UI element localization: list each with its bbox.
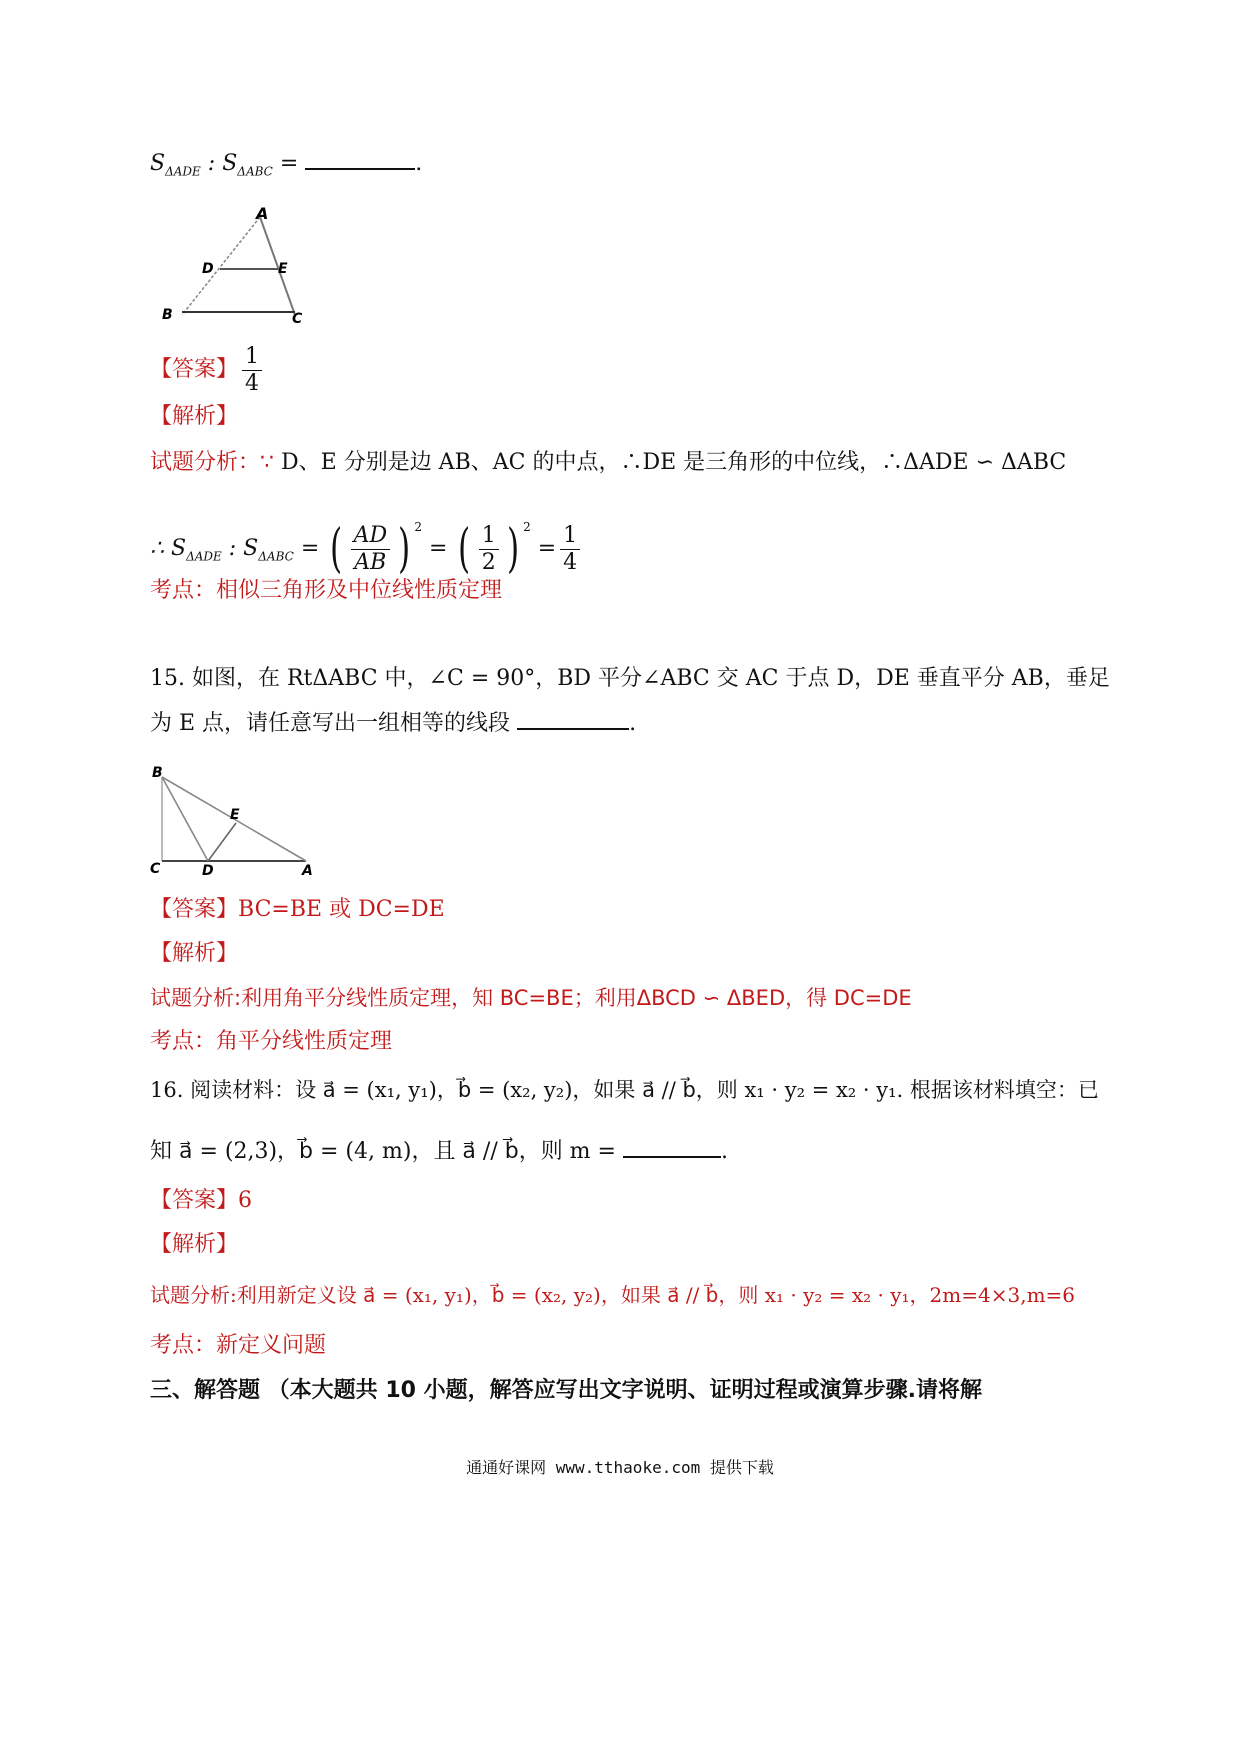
q14-right-paren-1: ) [398, 519, 411, 579]
q14-label-b: B [162, 307, 173, 323]
q15-analysis-text: 试题分析:利用角平分线性质定理，知 BC=BE；利用ΔBCD ∽ ΔBED，得 DC=DE [150, 986, 912, 1010]
q15-label-e: E [230, 807, 240, 823]
q14-power-1: 2 [414, 520, 423, 534]
q15-label-d: D [202, 863, 214, 879]
q16-analysis-text: 试题分析:利用新定义设 a⃗ = (x₁, y₁)，b⃗ = (x₂, y₂)，如果 a⃗ // b⃗，则 x₁ · y₂ = x₂ · y₁，2m=4×3,m=6 [150, 1283, 1076, 1307]
q15-label-c: C [150, 861, 161, 877]
q14-left-paren-1: ( [330, 519, 343, 579]
q15-period: . [629, 711, 637, 736]
q14-s-symbol: S [150, 151, 166, 176]
q15-question-line1: 15. 如图，在 RtΔABC 中，∠C = 90°，BD 平分∠ABC 交 AC 于点 D，DE 垂直平分 AB，垂足 [150, 666, 1110, 691]
q16-answer-text: 6 [238, 1188, 253, 1213]
q14-frac3-den: 4 [563, 549, 578, 575]
q14-analysis-tag: 【解析】 [150, 404, 239, 429]
q15-label-a: A [302, 863, 313, 879]
section3-heading: 三、解答题 （本大题共 10 小题，解答应写出文字说明、证明过程或演算步骤.请将解 [150, 1378, 982, 1403]
q14-equals: = [272, 151, 299, 176]
q14-frac3-num: 1 [560, 523, 580, 550]
q16-answer-line [150, 1186, 252, 1216]
q15-kaodian: 考点：角平分线性质定理 [150, 1029, 393, 1054]
q16-period: . [720, 1139, 728, 1164]
q15-question-line2-text: 为 E 点，请任意写出一组相等的线段 [150, 711, 511, 736]
q15-answer-blank[interactable] [517, 708, 629, 730]
page-footer: 通通好课网 www.tthaoke.com 提供下载 [466, 1458, 774, 1477]
q15-analysis-tag: 【解析】 [150, 941, 239, 966]
q14-analysis-prefix: 试题分析：∵ [150, 450, 281, 475]
q14-ratio-line [150, 148, 422, 186]
q14-label-d: D [202, 261, 214, 277]
q14-answer-blank[interactable] [305, 148, 415, 170]
q14-answer-tag: 【答案】 [150, 357, 239, 382]
q15-label-b: B [152, 765, 163, 781]
q15-triangle-figure [146, 765, 326, 880]
q14-eq-colon: : S [221, 536, 259, 561]
q16-question-line2 [150, 1136, 728, 1167]
q14-kaodian: 考点：相似三角形及中位线性质定理 [150, 578, 503, 603]
q14-period: . [415, 151, 423, 176]
q16-question-line2-text: 知 a⃗ = (2,3)，b⃗ = (4, m)，且 a⃗ // b⃗，则 m = [150, 1139, 616, 1164]
q14-frac1-num: AD [351, 523, 391, 550]
q14-sub-ade: ΔADE [165, 164, 201, 179]
q14-eq-sub-ade: ΔADE [186, 549, 222, 564]
q14-label-c: C [292, 311, 303, 327]
q16-answer-blank[interactable] [623, 1136, 721, 1158]
q14-eq-equals: = [293, 536, 320, 561]
q14-triangle-figure [160, 205, 320, 330]
q14-left-paren-2: ( [458, 519, 471, 579]
q14-label-a: A [256, 205, 269, 223]
q14-power-2: 2 [523, 520, 531, 534]
q14-eq-sub-abc: ΔABC [258, 549, 294, 564]
q14-right-paren-2: ) [506, 519, 520, 579]
q14-frac-1-4 [560, 523, 580, 576]
q15-answer-line [150, 895, 445, 925]
q14-sub-abc: ΔABC [237, 164, 273, 179]
q14-answer-fraction [242, 344, 262, 397]
q14-answer-denominator: 4 [245, 370, 260, 396]
q14-eq-sign-1: = [429, 536, 448, 561]
q15-segment-de [208, 823, 236, 861]
q14-answer-line [150, 342, 266, 398]
q16-question-line1: 16. 阅读材料：设 a⃗ = (x₁, y₁)，b⃗ = (x₂, y₂)，如果 a⃗ // b⃗，则 x₁ · y₂ = x₂ · y₁. 根据该材料填空：已 [150, 1078, 1099, 1102]
q14-eq-sign-2: = [537, 536, 557, 561]
q15-answer-text: BC=BE 或 DC=DE [238, 897, 445, 922]
q14-frac2-num: 1 [479, 523, 499, 550]
q14-answer-numerator: 1 [242, 344, 262, 371]
q14-colon: : S [200, 151, 238, 176]
q14-frac-1-2 [479, 523, 499, 576]
q16-kaodian: 考点：新定义问题 [150, 1333, 327, 1358]
q14-frac2-den: 2 [481, 549, 496, 575]
q14-eq-prefix: ∴ S [150, 536, 187, 561]
q14-frac1-den: AB [354, 549, 387, 575]
q14-side-ab [182, 217, 260, 315]
q16-analysis-tag: 【解析】 [150, 1232, 239, 1257]
q15-answer-tag: 【答案】 [150, 897, 239, 922]
q16-answer-tag: 【答案】 [150, 1188, 239, 1213]
q14-frac-ad-ab [351, 523, 391, 576]
q15-question-line2 [150, 708, 636, 739]
q14-analysis-text: D、E 分别是边 AB、AC 的中点，∴DE 是三角形的中位线，∴ΔADE ∽ ΔABC [281, 450, 1067, 475]
q14-label-e: E [278, 261, 288, 277]
q14-equation [150, 496, 584, 587]
q14-analysis-line [150, 448, 1066, 478]
